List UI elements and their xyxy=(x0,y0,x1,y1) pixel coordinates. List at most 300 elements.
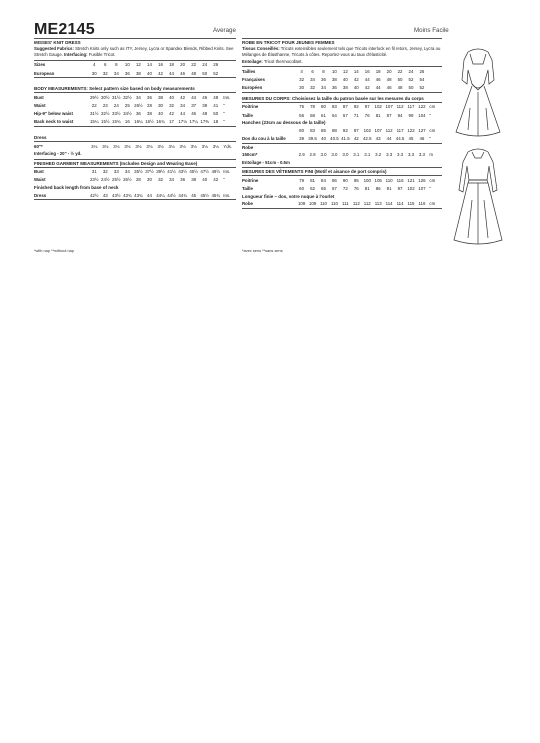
table-cell: 30½ xyxy=(101,94,110,100)
table-cell: 81 xyxy=(310,177,315,183)
table-cell: 3⅛ xyxy=(179,143,186,149)
table-row xyxy=(242,176,442,184)
table-cell: 44¾ xyxy=(178,192,187,198)
table-cell: 107 xyxy=(385,104,393,110)
row-label: 60"* xyxy=(34,143,43,149)
hip-table-fr xyxy=(242,126,442,134)
measurement-grid xyxy=(34,191,236,199)
table-cell: 88 xyxy=(331,127,337,133)
table-cell: 40 xyxy=(169,94,174,100)
table-cell: 34 xyxy=(321,85,326,91)
divider xyxy=(242,38,442,39)
table-cell: 34 xyxy=(169,177,174,183)
table-cell: 39.5 xyxy=(308,135,317,141)
table-cell: 37 xyxy=(191,102,197,108)
unit-cell: cm xyxy=(429,177,436,183)
table-cell: 3⅛ xyxy=(91,143,98,149)
table-cell: 6 xyxy=(311,68,314,74)
table-row xyxy=(34,142,236,150)
row-label: 150cm* xyxy=(242,152,258,158)
table-cell: 22 xyxy=(397,68,403,74)
table-cell: 31½ xyxy=(112,94,121,100)
table-cell: 107 xyxy=(374,127,382,133)
row-label: Back neck to waist xyxy=(34,119,74,125)
suggested-fabrics-fr xyxy=(242,46,442,65)
table-cell: 43½ xyxy=(112,192,121,198)
table-cell: 3⅛ xyxy=(201,143,208,149)
interfacing-label: Entoilage: xyxy=(242,58,263,64)
divider xyxy=(242,92,442,93)
table-cell: 3⅛ xyxy=(168,143,175,149)
table-cell: 16½ xyxy=(145,119,154,125)
table-cell: 50 xyxy=(202,70,208,76)
table-cell: 45½ xyxy=(189,169,198,175)
finished-measurements-title-en: FINISHED GARMENT MEASUREMENTS (Includes Design and Wearing Ease) xyxy=(34,160,198,166)
table-cell: 25 xyxy=(124,102,130,108)
table-cell: 117 xyxy=(407,104,415,110)
table-cell: 3.3 xyxy=(397,152,404,158)
table-cell: 3⅛ xyxy=(102,143,109,149)
table-cell: 99 xyxy=(408,112,414,118)
table-cell: 61 xyxy=(321,112,326,118)
divider xyxy=(242,143,442,144)
table-cell: 43¾ xyxy=(134,192,143,198)
hip-title-fr: Hanches (23cm au dessous de la taille) xyxy=(242,120,326,126)
row-label: Poitrine xyxy=(242,177,259,183)
table-cell: 43½ xyxy=(178,169,187,175)
table-cell: 44 xyxy=(147,192,152,198)
interfacing-label: Interfacing: xyxy=(64,52,88,58)
unit-cell: " xyxy=(223,119,225,125)
table-row xyxy=(242,75,442,83)
table-cell: 32½ xyxy=(101,111,110,117)
unit-cell: Yds. xyxy=(223,143,233,149)
fabrics-label: Tissus Conseillés: xyxy=(242,46,280,51)
table-cell: 4 xyxy=(93,62,96,68)
table-cell: 109 xyxy=(308,201,317,207)
table-cell: 36 xyxy=(135,111,141,117)
table-cell: 52 xyxy=(408,77,414,82)
table-cell: 3⅛ xyxy=(124,143,131,149)
table-cell: 26½ xyxy=(123,177,132,183)
table-cell: 81 xyxy=(364,185,370,191)
row-label: Poitrine xyxy=(242,104,259,110)
measurement-grid xyxy=(242,67,442,92)
table-cell: 116 xyxy=(418,201,426,207)
table-cell: 34 xyxy=(124,169,130,175)
body-measurements-table-fr xyxy=(242,103,442,119)
table-cell: 97 xyxy=(364,104,370,110)
table-cell: 32 xyxy=(158,177,163,183)
row-label: Taille xyxy=(242,185,253,191)
table-cell: 47½ xyxy=(200,169,209,175)
divider xyxy=(34,199,236,200)
table-cell: 127 xyxy=(418,127,426,133)
table-cell: 8 xyxy=(115,62,118,68)
table-row xyxy=(34,69,236,77)
table-cell: 87 xyxy=(386,112,392,118)
table-cell: 91 xyxy=(386,185,392,191)
table-cell: 16 xyxy=(158,62,163,68)
table-cell: 48 xyxy=(397,85,403,91)
table-cell: 17 xyxy=(169,119,174,125)
interfacing-text: Tricot thermocollant. xyxy=(262,58,303,64)
measurement-grid xyxy=(242,134,442,142)
table-cell: 90 xyxy=(342,177,348,183)
table-cell: 34 xyxy=(310,77,315,82)
english-column xyxy=(34,38,236,200)
table-cell: 31 xyxy=(91,169,97,175)
table-cell: 46 xyxy=(191,111,197,117)
row-label: Dress xyxy=(34,192,47,198)
table-cell: 36 xyxy=(147,94,152,100)
table-cell: 3.1 xyxy=(353,152,360,158)
table-cell: 34 xyxy=(180,102,186,108)
row-label: Hip-9" below waist xyxy=(34,111,73,117)
pattern-code: ME2145 xyxy=(34,21,95,38)
table-cell: 42 xyxy=(353,135,359,141)
measurement-grid xyxy=(242,126,442,134)
table-cell: 28 xyxy=(135,177,141,183)
table-cell: 104 xyxy=(418,112,426,118)
table-row xyxy=(34,110,236,118)
table-cell: 43 xyxy=(102,192,108,198)
unit-cell: cm xyxy=(429,127,436,133)
table-row xyxy=(242,184,442,192)
row-label: Robe xyxy=(242,201,253,207)
table-cell: 40 xyxy=(321,135,326,141)
table-cell: 26 xyxy=(419,68,425,74)
table-cell: 46 xyxy=(180,70,186,76)
table-cell: 50 xyxy=(408,85,414,91)
table-cell: 44 xyxy=(169,70,174,76)
table-cell: 38 xyxy=(158,94,163,100)
dress-label-fr: Robe xyxy=(242,144,254,150)
table-cell: 39 xyxy=(299,135,305,141)
table-cell: 54 xyxy=(419,77,425,82)
finished-measurements-title-fr: MESURES DES VÊTEMENTS FINI (Motif et aisance de port compris) xyxy=(242,169,387,175)
table-cell: 30 xyxy=(158,102,163,108)
table-cell: 15½ xyxy=(101,119,110,125)
table-cell: 114 xyxy=(385,201,393,207)
unit-cell xyxy=(427,75,442,83)
table-cell: 116 xyxy=(396,177,404,183)
table-cell: 41½ xyxy=(167,169,176,175)
measurement-grid xyxy=(242,200,442,208)
table-row xyxy=(34,61,236,69)
divider xyxy=(34,159,236,160)
divider xyxy=(242,208,442,209)
table-cell: 44 xyxy=(191,94,197,100)
table-cell: 105 xyxy=(374,177,382,183)
table-cell: 39½ xyxy=(156,169,165,175)
sizes-table-fr xyxy=(242,67,442,92)
table-cell: 95 xyxy=(353,177,359,183)
body-measurements-title-en: BODY MEASUREMENTS: Select pattern size based on body measurements xyxy=(34,86,195,92)
table-cell: 109 xyxy=(297,201,306,207)
table-cell: 42 xyxy=(158,70,163,76)
measurement-grid xyxy=(242,176,442,192)
sizes-table-en xyxy=(34,61,236,77)
row-label: Bust xyxy=(34,94,44,100)
measurement-grid xyxy=(242,151,442,159)
table-cell: 122 xyxy=(407,127,415,133)
table-cell: 40 xyxy=(147,70,152,76)
unit-cell: " xyxy=(429,135,431,141)
back-length-title-fr: Longueur finie – dos, votre nuque à l'ourlet xyxy=(242,193,335,199)
table-row xyxy=(34,93,236,101)
table-cell: 38 xyxy=(147,111,152,117)
row-label: Waist xyxy=(34,102,46,108)
table-cell: 44.5 xyxy=(395,135,405,141)
unit-cell: m xyxy=(429,152,434,158)
table-cell: 40.5 xyxy=(330,135,339,141)
table-cell: 23 xyxy=(102,102,108,108)
table-cell: 18 xyxy=(375,68,381,74)
yardage-table-en xyxy=(34,142,236,150)
finished-measurements-table-en xyxy=(34,168,236,184)
yardage-table-fr xyxy=(242,151,442,159)
back-neck-table-fr xyxy=(242,134,442,142)
dress-label-en: Dress xyxy=(34,134,47,140)
table-row xyxy=(34,176,236,184)
difficulty-en: Average xyxy=(213,27,236,34)
row-label: Tailles xyxy=(242,68,256,74)
table-cell: 42 xyxy=(169,111,174,117)
dress-line-drawing-icon xyxy=(448,40,508,250)
table-cell: 30 xyxy=(147,177,152,183)
table-cell: 3⅛ xyxy=(212,143,219,149)
table-cell: 4 xyxy=(300,68,303,74)
fabrics-text: Stretch Knits only such as ITY, Jersey, Lycra or Spandex Blends, Ribbed Knits. See Stretch Gauge. xyxy=(34,46,234,58)
table-cell: 26 xyxy=(213,62,219,68)
table-cell: 38 xyxy=(135,70,141,76)
table-cell: 39 xyxy=(202,102,208,108)
table-cell: 46 xyxy=(375,77,381,82)
table-cell: 32 xyxy=(169,102,174,108)
table-cell: 107 xyxy=(418,185,426,191)
row-label: Européen xyxy=(242,85,263,91)
footnote-en: *with nap **without nap xyxy=(34,248,75,253)
table-cell: 122 xyxy=(418,104,426,110)
table-cell: 28 xyxy=(147,102,152,108)
table-cell: 35½ xyxy=(134,169,143,175)
table-cell: 3⅛ xyxy=(113,143,120,149)
table-cell: 16 xyxy=(124,119,130,125)
unit-cell: " xyxy=(223,177,225,183)
table-cell: 33½ xyxy=(112,111,121,117)
table-cell: 111 xyxy=(342,201,349,207)
back-length-table-fr xyxy=(242,200,442,208)
table-cell: 44 xyxy=(386,135,392,141)
table-cell: 83 xyxy=(331,104,337,110)
row-label: Dos du cou à la taille xyxy=(242,135,286,141)
table-cell: 67 xyxy=(331,185,337,191)
table-cell: 42 xyxy=(180,94,186,100)
table-cell: 114 xyxy=(396,201,404,207)
table-cell: 94 xyxy=(397,112,403,118)
table-cell: 17¼ xyxy=(189,119,198,125)
body-measurements-title-fr: MESURES DU CORPS: Choisissez la taille du patron basée sur les mesures du corps xyxy=(242,95,424,101)
row-label: Waist xyxy=(34,177,46,183)
table-cell: 15¼ xyxy=(89,119,99,125)
table-row xyxy=(34,118,236,126)
table-cell: 3.3 xyxy=(407,152,415,158)
table-cell: 115 xyxy=(407,201,415,207)
unit-cell: cm xyxy=(429,104,436,110)
table-cell: 45 xyxy=(191,192,197,198)
measurement-grid xyxy=(34,61,236,77)
table-cell: 40 xyxy=(202,177,208,183)
table-cell: 110 xyxy=(330,201,338,207)
table-cell: 17⅛ xyxy=(178,119,187,125)
table-cell: 3⅛ xyxy=(190,143,197,149)
table-cell: 48 xyxy=(386,77,392,82)
table-cell: 46 xyxy=(419,135,425,141)
table-cell: 41 xyxy=(213,102,219,108)
unit-cell: " xyxy=(223,111,225,117)
row-label: Bust xyxy=(34,169,44,175)
table-cell: 112 xyxy=(363,201,371,207)
table-cell: 45½ xyxy=(200,192,209,198)
table-cell: 46 xyxy=(386,85,392,91)
table-cell: 41.5 xyxy=(341,135,350,141)
table-cell: 18 xyxy=(169,62,174,68)
table-cell: 42 xyxy=(213,177,219,183)
table-cell: 22 xyxy=(91,102,97,108)
table-row xyxy=(242,126,442,134)
table-cell: 40 xyxy=(342,77,348,82)
difficulty-fr: Moins Facile xyxy=(414,27,449,34)
table-row xyxy=(242,84,442,92)
table-cell: 113 xyxy=(374,201,382,207)
table-cell: 2.9 xyxy=(298,152,305,158)
section-title-en: MISSES' KNIT DRESS xyxy=(34,40,81,45)
table-cell: 65 xyxy=(321,185,326,191)
unit-cell xyxy=(427,67,442,75)
table-cell: 121 xyxy=(407,177,415,183)
table-cell: 3.2 xyxy=(375,152,382,158)
footnote-fr: *avec sens **sans sens xyxy=(242,248,283,253)
table-cell: 30 xyxy=(299,85,305,91)
table-cell: 84 xyxy=(321,177,326,183)
table-cell: 60 xyxy=(299,185,305,191)
table-cell: 33 xyxy=(113,169,119,175)
table-cell: 42 xyxy=(364,85,370,91)
row-label: Françaises xyxy=(242,77,265,82)
unit-cell xyxy=(427,84,442,92)
measurement-grid xyxy=(34,93,236,126)
table-cell: 44½ xyxy=(167,192,176,198)
table-cell: 38 xyxy=(191,177,197,183)
measurement-grid xyxy=(242,103,442,119)
french-column xyxy=(242,38,442,209)
table-cell: 86 xyxy=(331,177,337,183)
table-cell: 83 xyxy=(310,127,315,133)
table-cell: 71 xyxy=(353,112,359,118)
table-cell: 48 xyxy=(202,111,208,117)
table-cell: 45 xyxy=(408,135,414,141)
table-cell: 14 xyxy=(353,68,359,74)
table-row xyxy=(242,67,442,75)
table-cell: 17⅜ xyxy=(200,119,209,125)
table-cell: 10 xyxy=(331,68,337,74)
table-row xyxy=(242,103,442,111)
table-cell: 38 xyxy=(331,77,337,82)
table-cell: 87 xyxy=(342,104,348,110)
table-cell: 16 xyxy=(364,68,370,74)
table-cell: 14 xyxy=(147,62,152,68)
table-cell: 102 xyxy=(374,104,382,110)
table-cell: 43 xyxy=(375,135,381,141)
table-cell: 92 xyxy=(342,127,348,133)
table-cell: 58 xyxy=(310,112,315,118)
table-cell: 48 xyxy=(213,94,219,100)
table-cell: 112 xyxy=(396,104,404,110)
interfacing-yardage-en: Interfacing - 20" - ½ yd. xyxy=(34,151,82,157)
unit-cell: Ins. xyxy=(223,94,231,100)
table-cell: 81 xyxy=(375,112,381,118)
table-cell: 44 xyxy=(364,77,370,82)
table-cell: 112 xyxy=(352,201,360,207)
table-cell: 3.0 xyxy=(342,152,349,158)
table-cell: 10 xyxy=(124,62,130,68)
table-cell: 26½ xyxy=(134,102,143,108)
table-cell: 6 xyxy=(104,62,107,68)
table-row xyxy=(242,111,442,119)
back-length-title-en: Finished back length from base of neck xyxy=(34,184,119,190)
table-cell: 44 xyxy=(180,111,186,117)
table-cell: 100 xyxy=(363,177,371,183)
table-cell: 29½ xyxy=(89,94,99,100)
table-cell: 40 xyxy=(353,85,359,91)
table-cell: 18 xyxy=(213,119,219,125)
table-cell: 16¼ xyxy=(134,119,143,125)
table-row xyxy=(34,191,236,199)
body-measurements-table-en xyxy=(34,93,236,126)
table-cell: 23½ xyxy=(89,177,99,183)
unit-cell: " xyxy=(429,185,431,191)
table-row xyxy=(34,168,236,176)
table-cell: 15¾ xyxy=(112,119,121,125)
table-cell: 76 xyxy=(353,185,359,191)
table-cell: 72 xyxy=(342,185,348,191)
table-cell: 102 xyxy=(407,185,415,191)
interfacing-text: Fusible Tricot. xyxy=(87,52,116,58)
table-cell: 44 xyxy=(375,85,381,91)
table-cell: 25½ xyxy=(112,177,121,183)
table-cell: 42.5 xyxy=(362,135,372,141)
table-cell: 3⅛ xyxy=(146,143,153,149)
table-cell: 42 xyxy=(353,77,359,82)
table-cell: 36 xyxy=(331,85,337,91)
table-cell: 126 xyxy=(418,177,426,183)
table-cell: 3⅛ xyxy=(157,143,164,149)
unit-cell: Ins. xyxy=(223,169,231,175)
table-cell: 42½ xyxy=(89,192,99,198)
section-title-fr: ROBE EN TRICOT POUR JEUNES FEMMES xyxy=(242,40,335,45)
table-cell: 3.0 xyxy=(320,152,327,158)
table-cell: 32 xyxy=(102,169,108,175)
table-cell: 50 xyxy=(397,77,403,82)
table-cell: 32 xyxy=(299,77,305,82)
table-cell: 36 xyxy=(321,77,326,82)
table-cell: 32 xyxy=(102,70,108,76)
table-cell: 86 xyxy=(375,185,381,191)
row-label xyxy=(242,126,296,134)
measurement-grid xyxy=(34,168,236,184)
table-cell: 36 xyxy=(180,177,186,183)
